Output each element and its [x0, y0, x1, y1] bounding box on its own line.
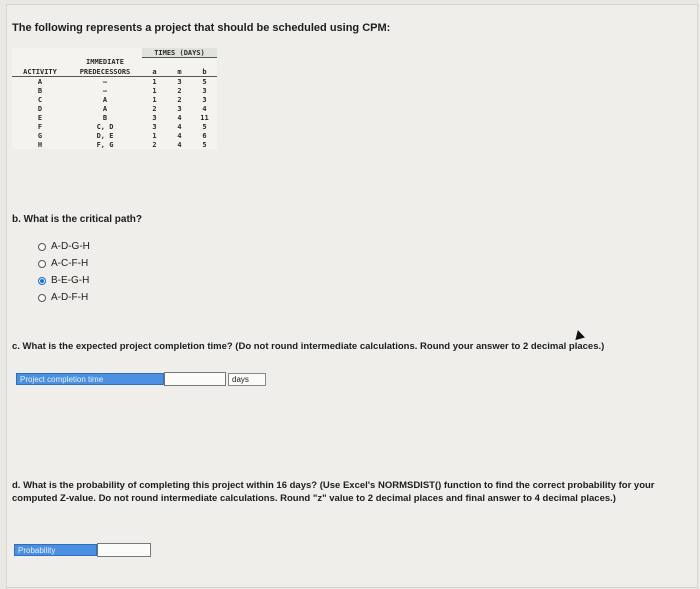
option-3[interactable] — [38, 289, 90, 306]
table-row — [12, 131, 217, 140]
cell-pred: B — [102, 113, 108, 122]
cell-m: 3 — [177, 104, 182, 113]
cell-m: 2 — [177, 95, 182, 104]
cell-m: 4 — [177, 131, 182, 140]
cell-pred: A — [102, 95, 108, 104]
radio-button[interactable] — [38, 243, 46, 251]
radio-button[interactable] — [38, 277, 46, 285]
cell-activity: D — [37, 104, 43, 113]
activity-header: ACTIVITY — [12, 67, 68, 77]
cell-pred: C, D — [96, 122, 114, 131]
cell-pred: — — [102, 77, 108, 86]
completion-time-input[interactable] — [164, 372, 226, 386]
intro-text: The following represents a project that should be scheduled using CPM: — [12, 22, 391, 34]
predecessors-header: PREDECESSORS — [68, 67, 142, 77]
radio-button[interactable] — [38, 260, 46, 268]
cell-activity: E — [37, 113, 43, 122]
col-m-header: m — [167, 67, 192, 77]
completion-time-unit: days — [228, 373, 266, 386]
radio-button[interactable] — [38, 294, 46, 302]
option-label: A-C-F-H — [51, 258, 89, 269]
probability-input[interactable] — [97, 543, 151, 557]
cell-b: 3 — [202, 95, 207, 104]
cell-m: 4 — [177, 113, 182, 122]
table-row — [12, 140, 217, 149]
cpm-table — [12, 48, 217, 149]
cell-b: 3 — [202, 86, 207, 95]
probability-label: Probability — [14, 544, 97, 556]
option-1[interactable] — [38, 255, 90, 272]
cell-a: 1 — [152, 86, 157, 95]
completion-time-row — [16, 372, 266, 386]
cell-a: 3 — [152, 122, 157, 131]
cell-activity: A — [37, 77, 43, 86]
question-c-text: c. What is the expected project completion time? (Do not round intermediate calculations. Round your answer to 2 decimal places.) — [12, 341, 605, 352]
option-2[interactable] — [38, 272, 90, 289]
cell-m: 4 — [177, 122, 182, 131]
option-label: A-D-G-H — [51, 241, 90, 252]
col-b-header: b — [192, 67, 217, 77]
question-d-text: d. What is the probability of completing this project within 16 days? (Use Excel's NORMSDIST() function to find the correct probability for your computed Z-value. Do not round intermediate calculations. Round "z" value to 2 decimal places and final answer to 4 decimal places.) — [12, 480, 655, 504]
cell-b: 5 — [202, 140, 207, 149]
cell-pred: A — [102, 104, 108, 113]
table-row — [12, 95, 217, 104]
option-0[interactable] — [38, 238, 90, 255]
cell-a: 3 — [152, 113, 157, 122]
cell-activity: G — [37, 131, 43, 140]
cell-a: 2 — [152, 104, 157, 113]
cell-activity: H — [37, 140, 43, 149]
cell-activity: B — [37, 86, 43, 95]
cell-m: 2 — [177, 86, 182, 95]
table-row — [12, 104, 217, 113]
col-a-header: a — [142, 67, 167, 77]
question-b-text: b. What is the critical path? — [12, 214, 143, 225]
cell-m: 4 — [177, 140, 182, 149]
cell-b: 5 — [202, 122, 207, 131]
table-row — [12, 86, 217, 95]
option-label: A-D-F-H — [51, 292, 89, 303]
cell-a: 1 — [152, 95, 157, 104]
cell-pred: F, G — [96, 140, 114, 149]
cell-b: 11 — [200, 113, 209, 122]
completion-time-label: Project completion time — [16, 373, 164, 385]
cell-m: 3 — [177, 77, 182, 86]
cell-activity: F — [37, 122, 43, 131]
table-row — [12, 122, 217, 131]
probability-row — [14, 543, 151, 557]
cell-activity: C — [37, 95, 43, 104]
times-header: TIMES (DAYS) — [142, 48, 217, 58]
option-label: B-E-G-H — [51, 275, 90, 286]
cell-a: 1 — [152, 131, 157, 140]
immediate-header: IMMEDIATE — [86, 58, 124, 67]
critical-path-options — [38, 238, 90, 306]
table-row — [12, 77, 217, 87]
cell-b: 4 — [202, 104, 207, 113]
cell-pred: D, E — [96, 131, 114, 140]
cell-a: 2 — [152, 140, 157, 149]
table-row — [12, 113, 217, 122]
cell-pred: — — [102, 86, 108, 95]
cell-b: 5 — [202, 77, 207, 86]
cell-b: 6 — [202, 131, 207, 140]
cell-a: 1 — [152, 77, 157, 86]
